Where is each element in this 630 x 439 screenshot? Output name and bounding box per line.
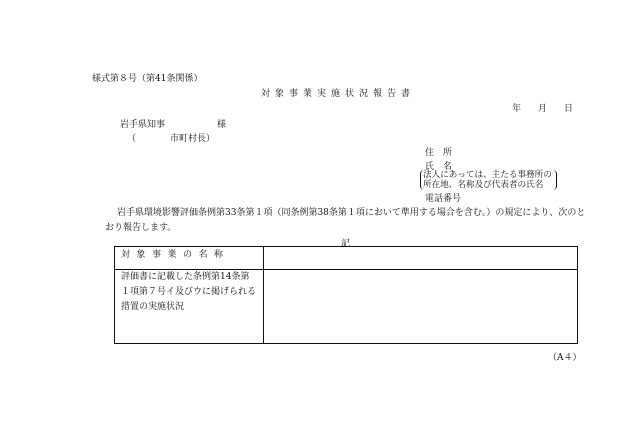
name-label: 氏 名 [425, 162, 453, 172]
mayor-label: 市町村長） [170, 134, 216, 144]
form-number: 様式第８号（第41条関係） [92, 74, 203, 84]
table-row [115, 247, 578, 270]
address-field [425, 145, 459, 158]
date-month: 月 [538, 104, 548, 114]
ki-heading: 記 [341, 239, 351, 249]
phone-label: 電話番号 [425, 194, 462, 204]
mayor-paren: （ [127, 134, 137, 144]
mayor-line [127, 131, 215, 144]
recipient-line [120, 117, 226, 130]
corporation-note-line2: 所在地、名称及び代表者の氏名 [423, 180, 544, 190]
recipient-honorific: 様 [217, 120, 227, 130]
project-name-value[interactable] [264, 247, 578, 270]
date-year: 年 [512, 104, 522, 114]
document-title: 対象事業実施状況報告書 [261, 89, 416, 99]
measures-status-label: 評価書に記載した条例第14条第１項第７号イ及びウに掲げられる措置の実施状況 [115, 270, 264, 344]
measures-status-value[interactable] [264, 270, 578, 344]
report-table [114, 246, 578, 344]
recipient-name: 岩手県知事 [120, 120, 166, 130]
address-label: 住 所 [425, 148, 453, 158]
report-body-text: 岩手県環境影響評価条例第33条第１項（同条例第38条第１項において準用する場合を含む。）の規定により、次のとおり報告します。 [105, 208, 586, 233]
paper-size-note: （A４） [548, 353, 582, 363]
corporation-note-line1: 法人にあっては、主たる事務所の [423, 170, 552, 180]
date-day: 日 [564, 104, 574, 114]
date-line [512, 101, 590, 114]
table-row [115, 270, 578, 344]
project-name-label: 対象事業の名称 [115, 247, 264, 270]
corporation-note [420, 170, 557, 190]
